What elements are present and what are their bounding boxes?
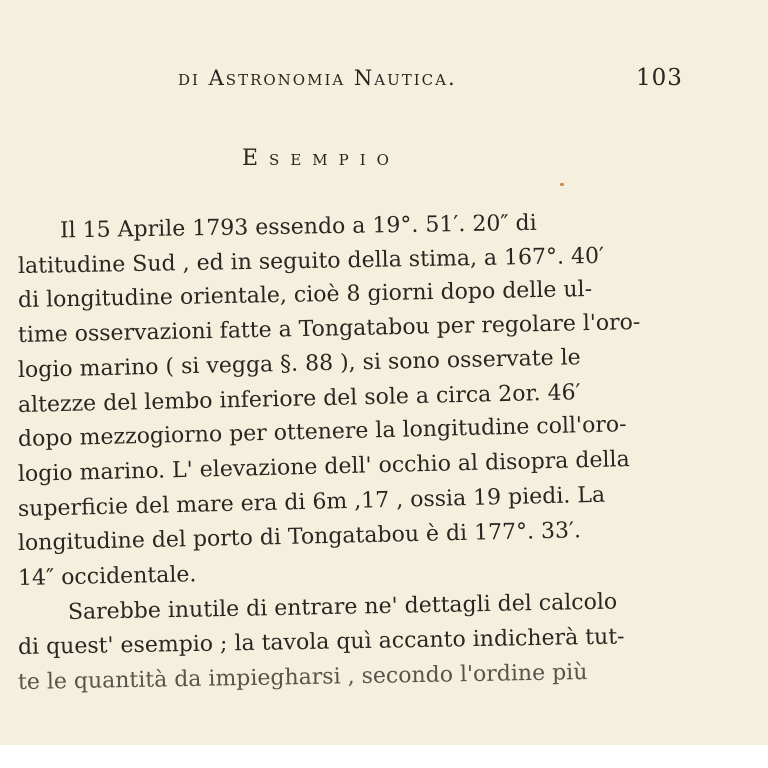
running-title: di Astronomia Nautica. xyxy=(178,66,457,90)
text-line: 14″ occidentale. xyxy=(17,562,197,592)
text-line: dopo mezzogiorno per ottenere la longitudine coll'oro- xyxy=(17,412,627,453)
text-line: te le quantità da impiegharsi , secondo l'ordine più xyxy=(17,660,588,696)
page-header xyxy=(0,66,768,96)
text-line: superficie del mare era di 6m ,17 , ossia 19 piedi. La xyxy=(17,482,606,522)
scan-margin xyxy=(0,745,768,768)
body-text xyxy=(17,210,766,701)
text-line: di longitudine orientale, cioè 8 giorni dopo delle ul- xyxy=(17,277,593,314)
text-line: altezze del lembo inferiore del sole a circa 2or. 46′ xyxy=(17,379,581,418)
ink-speck xyxy=(560,183,564,186)
text-line: longitudine del porto di Tongatabou è di 177°. 33′. xyxy=(17,518,582,557)
page-number: 103 xyxy=(636,65,683,91)
section-heading: Esempio xyxy=(242,146,400,171)
text-line: logio marino ( si vegga §. 88 ), si sono osservate le xyxy=(17,345,581,383)
text-line: Il 15 Aprile 1793 essendo a 19°. 51′. 20″ di xyxy=(59,210,537,244)
text-line: logio marino. L' elevazione dell' occhio al disopra della xyxy=(17,446,630,487)
text-line: di quest' esempio ; la tavola quì accanto indicherà tut- xyxy=(17,624,625,661)
text-line: time osservazioni fatte a Tongatabou per regolare l'oro- xyxy=(17,310,641,349)
text-line: latitudine Sud , ed in seguito della stima, a 167°. 40′ xyxy=(17,243,605,279)
text-line: Sarebbe inutile di entrare ne' dettagli del calcolo xyxy=(67,589,618,625)
